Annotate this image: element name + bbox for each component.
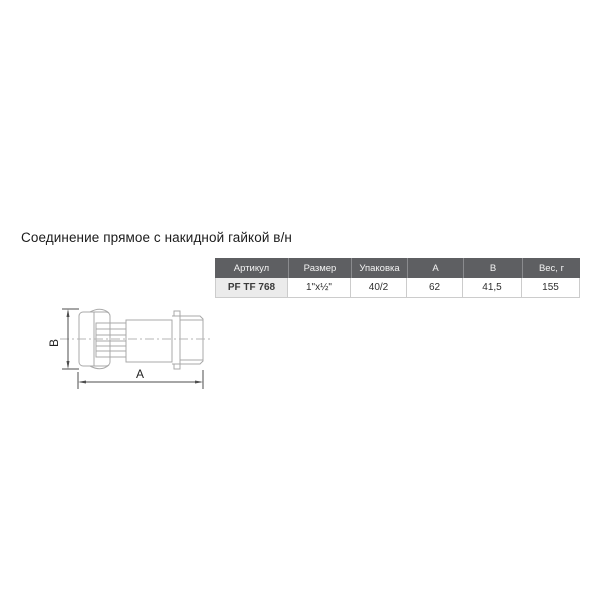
header-cell-b: B [463, 258, 522, 278]
header-cell-article: Артикул [233, 262, 270, 274]
header-cell-packing: Упаковка [351, 258, 407, 278]
header-cell-size: Размер [288, 258, 351, 278]
dimension-label-b: B [47, 338, 61, 348]
cell-size: 1"х½" [288, 278, 351, 298]
product-table [215, 258, 580, 298]
cell-b: 41,5 [463, 278, 522, 298]
dimension-lines [62, 309, 203, 389]
cell-article: PF TF 768 [215, 278, 288, 298]
technical-drawing [40, 295, 220, 395]
table-header-row [215, 258, 580, 278]
header-cell-a: A [407, 258, 463, 278]
cell-a: 62 [407, 278, 463, 298]
header-cell-weight: Вес, г [522, 258, 580, 278]
dimension-label-a: A [135, 367, 145, 381]
cell-packing: 40/2 [351, 278, 407, 298]
table-row [215, 278, 580, 298]
page-title: Соединение прямое с накидной гайкой в/н [21, 230, 292, 245]
cell-weight: 155 [522, 278, 580, 298]
